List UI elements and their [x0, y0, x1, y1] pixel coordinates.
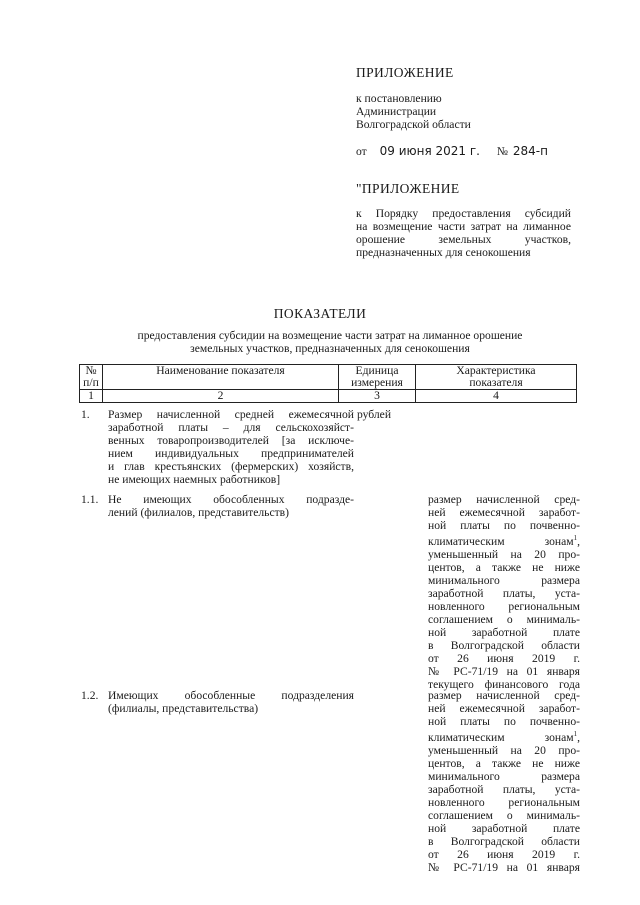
char-line: климатическим зонам$^1$,	[428, 534, 580, 548]
resolution-line: Администрации	[356, 105, 437, 118]
footnote-mark: 1	[573, 534, 578, 542]
procedure-reference	[356, 207, 571, 259]
char-line: заработной платы, уста-	[428, 586, 580, 600]
char-line: минимального размера	[428, 573, 580, 587]
header-unit-line: измерения	[351, 376, 403, 389]
row-name-line: не имеющих наемных работников]	[108, 473, 281, 486]
char-line: ной платы по почвенно-	[428, 519, 580, 532]
resolution-line: Волгоградской области	[356, 118, 471, 131]
row-name-line: Не имеющих обособленных подразде-	[108, 493, 354, 506]
char-line: размер начисленной сред-	[428, 493, 580, 506]
column-number-row	[80, 390, 577, 403]
header-num-line: п/п	[83, 376, 99, 389]
row-unit: рублей	[357, 408, 392, 421]
row-number: 1.	[81, 408, 90, 421]
char-line: текущего финансового года	[428, 677, 580, 691]
row-characteristic	[428, 689, 580, 874]
number-value: 284-п	[512, 144, 548, 158]
procedure-line: предназначенных для сенокошения	[356, 246, 531, 259]
row-name-line: заработной платы – для сельскохозяйст-	[108, 421, 354, 434]
char-line: ной заработной плате	[428, 821, 580, 835]
header-num-line: №	[85, 364, 97, 377]
row-name	[108, 408, 354, 486]
resolution-line: к постановлению	[356, 92, 442, 105]
char-line: № РС-71/19 на 01 января	[428, 664, 580, 678]
char-line: ной платы по почвенно-	[428, 715, 580, 728]
char-line: новленного региональным	[428, 599, 580, 613]
resolution-date-line	[356, 145, 548, 158]
char-text: климатическим зонам	[428, 534, 574, 548]
header-name: Наименование показателя	[103, 365, 339, 390]
document-subtitle	[0, 329, 640, 355]
col-number: 2	[103, 390, 339, 403]
char-line: ной заработной плате	[428, 625, 580, 639]
nested-appendix-title: "ПРИЛОЖЕНИЕ	[356, 181, 460, 196]
char-line: в Волгоградской области	[428, 638, 580, 652]
row-name-line: (филиалы, представительства)	[108, 702, 259, 715]
char-line: новленного региональным	[428, 795, 580, 809]
date-value: 09 июня 2021 г.	[379, 144, 480, 158]
number-prefix: №	[496, 145, 508, 158]
char-line: ней ежемесячной заработ-	[428, 506, 580, 519]
char-line: соглашением о минималь-	[428, 612, 580, 626]
procedure-line: орошение земельных участков,	[356, 233, 571, 246]
subtitle-line: земельных участков, предназначенных для сенокошения	[190, 342, 470, 355]
appendix-title: ПРИЛОЖЕНИЕ	[356, 65, 454, 80]
char-line: уменьшенный на 20 про-	[428, 743, 580, 757]
row-name-line: Размер начисленной средней ежемесячной	[108, 408, 354, 421]
header-characteristic	[416, 365, 577, 390]
document-title: ПОКАЗАТЕЛИ	[273, 306, 367, 321]
header-unit	[339, 365, 416, 390]
date-prefix: от	[356, 145, 367, 158]
char-line: № РС-71/19 на 01 января	[428, 860, 580, 874]
row-characteristic	[428, 493, 580, 691]
indicators-table-header	[79, 364, 577, 403]
header-char-line: Характеристика	[456, 364, 536, 377]
col-number: 4	[416, 390, 577, 403]
row-name	[108, 689, 354, 715]
col-number: 3	[339, 390, 416, 403]
footnote-mark: 1	[573, 730, 578, 738]
char-line: от 26 июня 2019 г.	[428, 651, 580, 665]
row-name	[108, 493, 354, 519]
row-name-line: лений (филиалов, представительств)	[108, 506, 290, 519]
header-char-line: показателя	[469, 376, 523, 389]
header-row	[80, 365, 577, 390]
row-name-line: венных товаропроизводителей [за исключе-	[108, 434, 354, 447]
resolution-reference	[356, 92, 471, 131]
char-line: размер начисленной сред-	[428, 689, 580, 702]
header-unit-line: Единица	[355, 364, 399, 377]
row-name-line: и глав крестьянских (фермерских) хозяйств,	[108, 460, 354, 473]
char-line: минимального размера	[428, 769, 580, 783]
char-line: центов, а также не ниже	[428, 756, 580, 770]
char-line: в Волгоградской области	[428, 834, 580, 848]
procedure-line: на возмещение части затрат на лиманное	[356, 220, 571, 233]
char-line: центов, а также не ниже	[428, 560, 580, 574]
row-name-line: нием индивидуальных предпринимателей	[108, 447, 354, 460]
col-number: 1	[80, 390, 103, 403]
char-line: ней ежемесячной заработ-	[428, 702, 580, 715]
row-number: 1.2.	[81, 689, 99, 702]
header-num	[80, 365, 103, 390]
char-text: климатическим зонам	[428, 730, 574, 744]
subtitle-line: предоставления субсидии на возмещение части затрат на лиманное орошение	[137, 329, 523, 342]
char-line: уменьшенный на 20 про-	[428, 547, 580, 561]
procedure-line: к Порядку предоставления субсидий	[356, 207, 571, 220]
char-line: климатическим зонам$^1$,	[428, 730, 580, 744]
row-number: 1.1.	[81, 493, 99, 506]
char-line: от 26 июня 2019 г.	[428, 847, 580, 861]
row-name-line: Имеющих обособленные подразделения	[108, 689, 354, 702]
char-line: заработной платы, уста-	[428, 782, 580, 796]
char-line: соглашением о минималь-	[428, 808, 580, 822]
